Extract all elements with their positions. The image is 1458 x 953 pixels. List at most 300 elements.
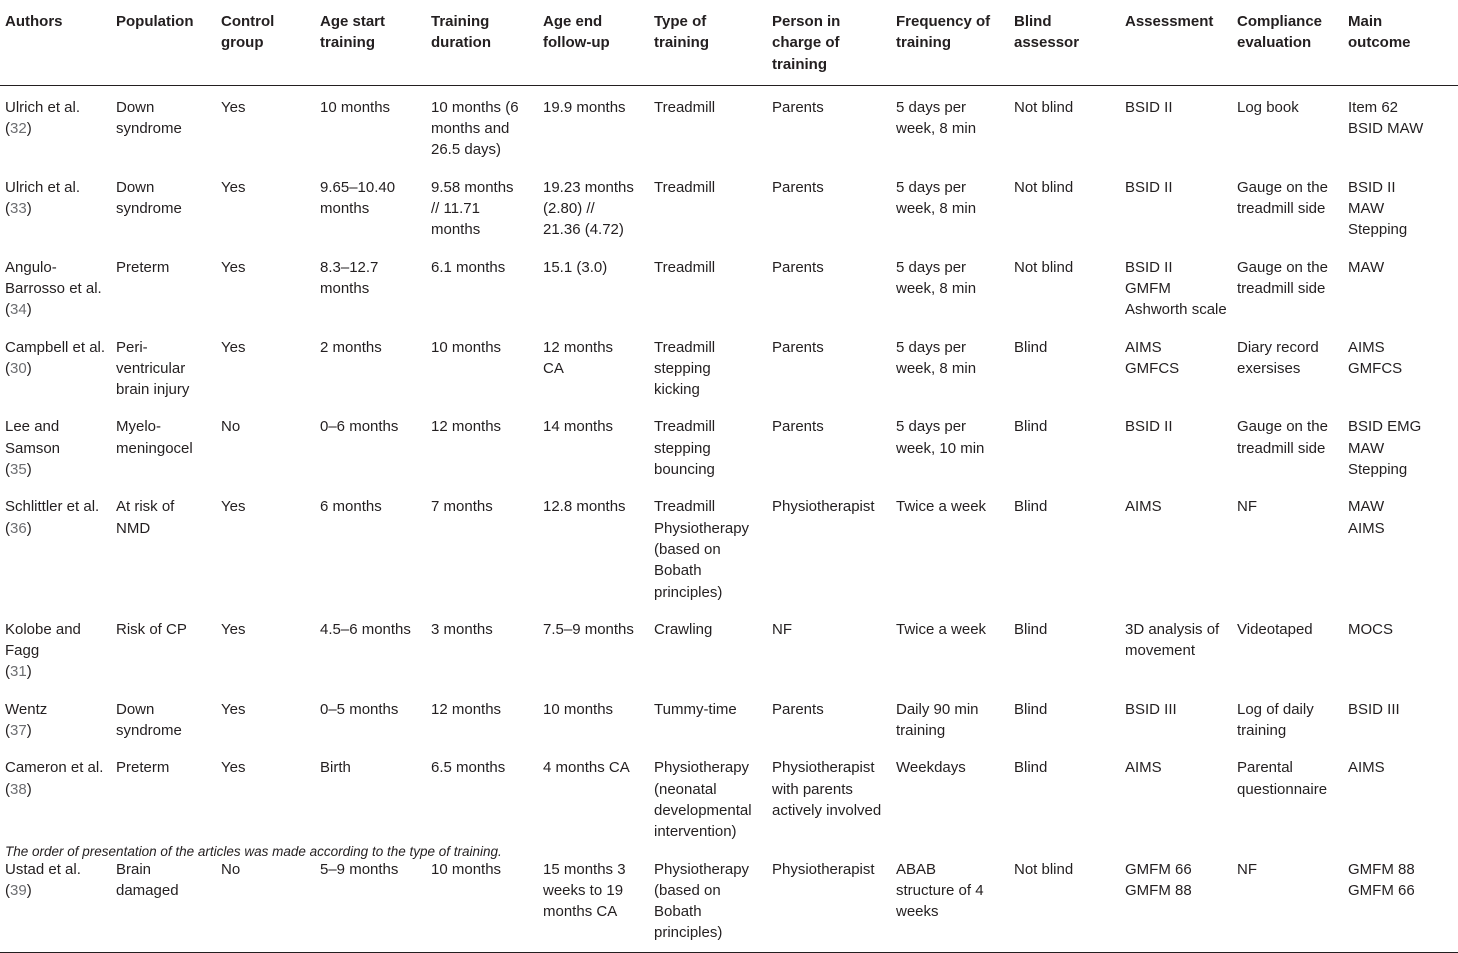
table-row <box>0 85 1458 165</box>
table-cell <box>116 166 221 246</box>
author-name: Ustad et al. <box>5 860 81 878</box>
cell-text: Item 62 BSID MAW <box>1348 98 1424 138</box>
author-cell: Angulo- Barrosso et al. (34) <box>5 258 102 319</box>
cell-text: Blind <box>1014 759 1048 777</box>
cell-text: GMFM 88 GMFM 66 <box>1348 860 1415 899</box>
cell-text: Parents <box>772 178 824 196</box>
column-header <box>431 0 543 85</box>
cell-text: 4 months CA <box>543 759 630 777</box>
table-row <box>0 688 1458 747</box>
table-cell <box>1237 85 1348 165</box>
cell-text: Yes <box>221 338 246 356</box>
cell-text: BSID II MAW Stepping <box>1348 178 1408 239</box>
table-cell <box>772 85 896 165</box>
table-cell <box>654 485 772 607</box>
table-cell <box>1125 848 1237 953</box>
author-cell: Ulrich et al. (33) <box>5 178 81 218</box>
cell-text: 5 days per week, 8 min <box>896 258 977 297</box>
author-cell: Ulrich et al. (32) <box>5 98 81 138</box>
table-cell <box>320 848 431 953</box>
cell-text: Diary record exersises <box>1237 338 1319 377</box>
table-cell <box>1237 405 1348 485</box>
cell-text: 4.5–6 months <box>320 620 411 638</box>
table-cell <box>320 608 431 688</box>
table-cell <box>221 326 320 406</box>
table-cell <box>654 688 772 747</box>
table-cell <box>1014 246 1125 326</box>
cell-text: Gauge on the treadmill side <box>1237 258 1328 297</box>
cell-text: 6.1 months <box>431 258 506 276</box>
cell-text: Physiotherapist <box>772 498 875 516</box>
cell-text: 6.5 months <box>431 759 506 777</box>
cell-text: Parents <box>772 338 824 356</box>
cell-text: AIMS <box>1125 498 1162 516</box>
cell-text: Treadmill stepping bouncing <box>654 418 716 479</box>
cell-text: Daily 90 min training <box>896 700 979 740</box>
author-name: Angulo- Barrosso et al. <box>5 258 102 297</box>
reference-number[interactable]: 33 <box>10 200 27 218</box>
table-cell <box>896 166 1014 246</box>
cell-text: GMFM 66 GMFM 88 <box>1125 860 1192 899</box>
table-cell <box>1237 246 1348 326</box>
cell-text: 7.5–9 months <box>543 620 634 638</box>
cell-text: 12 months CA <box>543 338 614 377</box>
cell-text: Log of daily training <box>1237 700 1314 740</box>
table-cell <box>1348 405 1458 485</box>
cell-text: ABAB structure of 4 weeks <box>896 860 984 921</box>
cell-text: Parents <box>772 700 824 718</box>
cell-text: Physiotherapist with parents actively involved <box>772 759 882 819</box>
cell-text: Yes <box>221 178 246 196</box>
cell-text: Not blind <box>1014 178 1074 196</box>
table-cell <box>543 848 654 953</box>
column-header-label: Person in charge of training <box>772 13 841 73</box>
cell-text: Down syndrome <box>116 700 182 740</box>
column-header-label: Blind assessor <box>1014 13 1080 52</box>
cell-text: Gauge on the treadmill side <box>1237 178 1328 218</box>
cell-text: Blind <box>1014 498 1048 516</box>
table-cell <box>1348 166 1458 246</box>
table-cell <box>320 405 431 485</box>
table-cell <box>772 848 896 953</box>
cell-text: Gauge on the treadmill side <box>1237 418 1328 457</box>
table-cell <box>654 746 772 847</box>
table-cell <box>320 746 431 847</box>
cell-text: 5 days per week, 8 min <box>896 178 977 218</box>
table-cell <box>772 246 896 326</box>
table-cell <box>1125 246 1237 326</box>
cell-text: 6 months <box>320 498 382 516</box>
cell-text: MOCS <box>1348 620 1393 638</box>
table-cell <box>896 746 1014 847</box>
reference-number[interactable]: 30 <box>10 359 27 377</box>
table-cell <box>896 85 1014 165</box>
cell-text: Yes <box>221 98 246 116</box>
cell-text: Birth <box>320 759 351 777</box>
table-cell <box>116 608 221 688</box>
cell-text: Parents <box>772 258 824 276</box>
column-header-label: Frequency of training <box>896 13 991 52</box>
table-cell <box>221 608 320 688</box>
table-row <box>0 326 1458 406</box>
table-cell <box>543 85 654 165</box>
cell-text: AIMS <box>1348 759 1385 777</box>
column-header <box>1237 0 1348 85</box>
table-cell <box>1014 405 1125 485</box>
cell-text: Twice a week <box>896 620 987 638</box>
table-cell <box>116 485 221 607</box>
column-header <box>1125 0 1237 85</box>
table-cell <box>772 326 896 406</box>
column-header <box>221 0 320 85</box>
table-cell <box>116 688 221 747</box>
cell-text: 12.8 months <box>543 498 626 516</box>
cell-text: Not blind <box>1014 258 1074 276</box>
table-cell <box>1125 746 1237 847</box>
table-cell <box>543 688 654 747</box>
table-cell <box>772 485 896 607</box>
cell-text: Blind <box>1014 418 1048 436</box>
column-header-label: Main outcome <box>1348 13 1411 52</box>
table-cell <box>431 246 543 326</box>
cell-text: Yes <box>221 258 246 276</box>
table-cell <box>1237 166 1348 246</box>
table-cell <box>221 848 320 953</box>
table-cell <box>320 85 431 165</box>
table-cell <box>116 746 221 847</box>
table-cell <box>1014 608 1125 688</box>
cell-text: MAW <box>1348 258 1385 276</box>
table-cell <box>221 85 320 165</box>
cell-text: Not blind <box>1014 98 1074 116</box>
cell-text: 10 months <box>320 98 391 116</box>
cell-text: 12 months <box>431 700 502 718</box>
table-cell <box>1125 608 1237 688</box>
reference-number[interactable]: 36 <box>10 519 27 537</box>
table-cell <box>221 746 320 847</box>
table-cell <box>1237 746 1348 847</box>
table-cell <box>1125 85 1237 165</box>
author-name: Ulrich et al. <box>5 98 81 116</box>
table-cell <box>431 746 543 847</box>
table-cell <box>654 608 772 688</box>
column-header <box>654 0 772 85</box>
cell-text: Yes <box>221 700 246 718</box>
table-cell <box>221 246 320 326</box>
cell-text: 19.23 months (2.80) // 21.36 (4.72) <box>543 178 634 239</box>
cell-text: Parents <box>772 418 824 436</box>
cell-text: Peri- ventricular brain injury <box>116 338 190 399</box>
reference-number[interactable]: 32 <box>10 120 27 138</box>
table-cell <box>772 746 896 847</box>
table-cell <box>654 246 772 326</box>
column-header-label: Training duration <box>431 13 491 52</box>
cell-text: Down syndrome <box>116 98 182 138</box>
table-cell <box>320 166 431 246</box>
cell-text: Myelo- meningocel <box>116 418 193 457</box>
cell-text: 15.1 (3.0) <box>543 258 608 276</box>
table-cell <box>1348 608 1458 688</box>
cell-text: Yes <box>221 620 246 638</box>
table-cell <box>654 326 772 406</box>
table-cell <box>320 326 431 406</box>
reference-number[interactable]: 31 <box>10 663 27 681</box>
reference-number[interactable]: 38 <box>10 780 27 798</box>
cell-text: AIMS <box>1125 759 1162 777</box>
cell-text: At risk of NMD <box>116 498 175 537</box>
table-cell <box>116 326 221 406</box>
table-cell <box>431 485 543 607</box>
column-header-label: Assessment <box>1125 13 1214 30</box>
cell-text: 14 months <box>543 418 614 436</box>
column-header-label: Age start training <box>320 13 386 52</box>
table-cell <box>1125 166 1237 246</box>
cell-text: 5 days per week, 8 min <box>896 98 977 138</box>
table-cell <box>1014 85 1125 165</box>
table-cell <box>1014 166 1125 246</box>
reference-number[interactable]: 39 <box>10 881 27 899</box>
cell-text: Not blind <box>1014 860 1074 878</box>
cell-text: Yes <box>221 498 246 516</box>
table-cell <box>1014 326 1125 406</box>
table-cell <box>1125 326 1237 406</box>
table-cell <box>320 246 431 326</box>
table-cell <box>772 688 896 747</box>
cell-text: Down syndrome <box>116 178 182 218</box>
table-row <box>0 405 1458 485</box>
table-cell <box>772 405 896 485</box>
author-name: Wentz <box>5 700 48 718</box>
table-cell <box>116 848 221 953</box>
table-cell <box>1237 688 1348 747</box>
cell-text: 2 months <box>320 338 382 356</box>
column-header <box>116 0 221 85</box>
table-cell <box>431 405 543 485</box>
column-header <box>0 0 116 85</box>
cell-text: 0–6 months <box>320 418 399 436</box>
cell-text: BSID II <box>1125 418 1173 436</box>
author-name: Ulrich et al. <box>5 178 81 196</box>
table-cell <box>1014 848 1125 953</box>
author-name: Lee and Samson <box>5 418 61 457</box>
column-header-label: Control group <box>221 13 275 52</box>
author-cell: Campbell et al. (30) <box>5 338 106 377</box>
table-cell <box>543 746 654 847</box>
cell-text: AIMS GMFCS <box>1348 338 1403 377</box>
table-header-row <box>0 0 1458 85</box>
cell-text: Physiotherapy (neonatal developmental intervention) <box>654 759 752 841</box>
table-cell <box>221 166 320 246</box>
table-cell <box>1348 85 1458 165</box>
table-cell <box>1348 246 1458 326</box>
cell-text: Weekdays <box>896 759 966 777</box>
cell-text: 3D analysis of movement <box>1125 620 1220 660</box>
cell-text: 15 months 3 weeks to 19 months CA <box>543 860 626 921</box>
table-cell <box>1348 326 1458 406</box>
table-cell <box>543 326 654 406</box>
cell-text: 7 months <box>431 498 493 516</box>
cell-text: Crawling <box>654 620 713 638</box>
table-cell <box>1014 485 1125 607</box>
table-cell <box>1125 485 1237 607</box>
column-header-label: Compliance evaluation <box>1237 13 1323 52</box>
table-cell <box>1237 326 1348 406</box>
cell-text: 5 days per week, 10 min <box>896 418 985 457</box>
cell-text: NF <box>772 620 792 638</box>
table-cell <box>1014 688 1125 747</box>
author-name: Cameron et al. <box>5 759 104 777</box>
cell-text: 10 months (6 months and 26.5 days) <box>431 98 519 159</box>
cell-text: AIMS GMFCS <box>1125 338 1180 377</box>
table-cell <box>431 166 543 246</box>
cell-text: 12 months <box>431 418 502 436</box>
column-header <box>543 0 654 85</box>
cell-text: Treadmill <box>654 258 716 276</box>
table-row <box>0 485 1458 607</box>
cell-text: Tummy-time <box>654 700 737 718</box>
cell-text: MAW AIMS <box>1348 498 1385 537</box>
table-cell <box>431 848 543 953</box>
table-cell <box>1237 485 1348 607</box>
table-cell <box>654 166 772 246</box>
table-cell <box>896 405 1014 485</box>
table-cell <box>543 166 654 246</box>
table-cell <box>772 166 896 246</box>
column-header-label: Age end follow-up <box>543 13 610 52</box>
cell-text: Physiotherapy (based on Bobath principles) <box>654 860 750 942</box>
table-row <box>0 608 1458 688</box>
cell-text: 0–5 months <box>320 700 399 718</box>
author-name: Kolobe and Fagg <box>5 620 81 660</box>
cell-text: Treadmill Physiotherapy (based on Bobath principles) <box>654 498 750 601</box>
table-cell <box>654 85 772 165</box>
author-cell: Cameron et al. (38) <box>5 759 104 798</box>
table-cell <box>896 485 1014 607</box>
column-header <box>320 0 431 85</box>
table-cell <box>896 326 1014 406</box>
table-cell <box>320 485 431 607</box>
cell-text: Preterm <box>116 258 170 276</box>
table-cell <box>543 485 654 607</box>
cell-text: 9.65–10.40 months <box>320 178 396 218</box>
cell-text: Videotaped <box>1237 620 1313 638</box>
reference-number[interactable]: 37 <box>10 722 27 740</box>
cell-text: BSID II <box>1125 178 1173 196</box>
cell-text: Physiotherapist <box>772 860 875 878</box>
cell-text: Parents <box>772 98 824 116</box>
table-body <box>0 85 1458 952</box>
cell-text: BSID II <box>1125 98 1173 116</box>
table-cell <box>431 85 543 165</box>
cell-text: 10 months <box>431 338 502 356</box>
cell-text: 10 months <box>431 860 502 878</box>
column-header <box>896 0 1014 85</box>
cell-text: 3 months <box>431 620 493 638</box>
author-cell: Schlittler et al. (36) <box>5 498 100 537</box>
column-header-label: Type of training <box>654 13 709 52</box>
cell-text: Preterm <box>116 759 170 777</box>
table-cell <box>896 608 1014 688</box>
column-header-label: Authors <box>5 13 63 30</box>
table-cell <box>896 246 1014 326</box>
cell-text: Treadmill stepping kicking <box>654 338 716 399</box>
cell-text: BSID III <box>1348 700 1400 718</box>
cell-text: 8.3–12.7 months <box>320 258 379 297</box>
cell-text: Treadmill <box>654 98 716 116</box>
cell-text: Blind <box>1014 620 1048 638</box>
table-cell <box>1237 848 1348 953</box>
table-row <box>0 246 1458 326</box>
column-header <box>772 0 896 85</box>
cell-text: No <box>221 418 241 436</box>
table-cell <box>221 405 320 485</box>
author-name: Schlittler et al. <box>5 498 100 516</box>
cell-text: 5–9 months <box>320 860 399 878</box>
table-cell <box>896 848 1014 953</box>
table-cell <box>772 608 896 688</box>
cell-text: NF <box>1237 498 1257 516</box>
table-cell <box>1237 608 1348 688</box>
reference-number[interactable]: 34 <box>10 301 27 319</box>
table-footnote: The order of presentation of the articles was made according to the type of training. <box>5 844 502 859</box>
table-cell <box>1125 405 1237 485</box>
column-header-label: Population <box>116 13 194 30</box>
table-cell <box>1014 746 1125 847</box>
cell-text: NF <box>1237 860 1257 878</box>
table-cell <box>431 688 543 747</box>
cell-text: Brain damaged <box>116 860 179 899</box>
author-cell: Kolobe and Fagg (31) <box>5 620 81 681</box>
table-cell <box>896 688 1014 747</box>
table-cell <box>654 848 772 953</box>
column-header <box>1348 0 1458 85</box>
author-cell: Wentz (37) <box>5 700 48 740</box>
cell-text: Parental questionnaire <box>1237 759 1328 798</box>
table-cell <box>116 85 221 165</box>
cell-text: Risk of CP <box>116 620 187 638</box>
reference-number[interactable]: 35 <box>10 461 27 479</box>
author-name: Campbell et al. <box>5 338 106 356</box>
table-cell <box>1348 485 1458 607</box>
table-cell <box>543 405 654 485</box>
table-cell <box>1348 688 1458 747</box>
author-cell: Ustad et al. (39) <box>0 848 116 953</box>
cell-text: Blind <box>1014 700 1048 718</box>
table-cell <box>116 246 221 326</box>
cell-text: BSID EMG MAW Stepping <box>1348 418 1422 479</box>
table-cell <box>221 485 320 607</box>
table-cell <box>116 405 221 485</box>
cell-text: 9.58 months // 11.71 months <box>431 178 514 239</box>
cell-text: BSID II GMFM Ashworth scale <box>1125 258 1227 319</box>
table-cell <box>654 405 772 485</box>
cell-text: Twice a week <box>896 498 987 516</box>
table-cell <box>543 608 654 688</box>
cell-text: Treadmill <box>654 178 716 196</box>
author-cell: Lee and Samson (35) <box>5 418 61 479</box>
cell-text: 5 days per week, 8 min <box>896 338 977 377</box>
cell-text: 19.9 months <box>543 98 626 116</box>
table-cell <box>431 608 543 688</box>
cell-text: BSID III <box>1125 700 1177 718</box>
table-cell <box>221 688 320 747</box>
table-cell <box>1125 688 1237 747</box>
table-cell <box>1348 848 1458 953</box>
column-header <box>1014 0 1125 85</box>
cell-text: Blind <box>1014 338 1048 356</box>
table-row <box>0 848 1458 953</box>
cell-text: Log book <box>1237 98 1299 116</box>
